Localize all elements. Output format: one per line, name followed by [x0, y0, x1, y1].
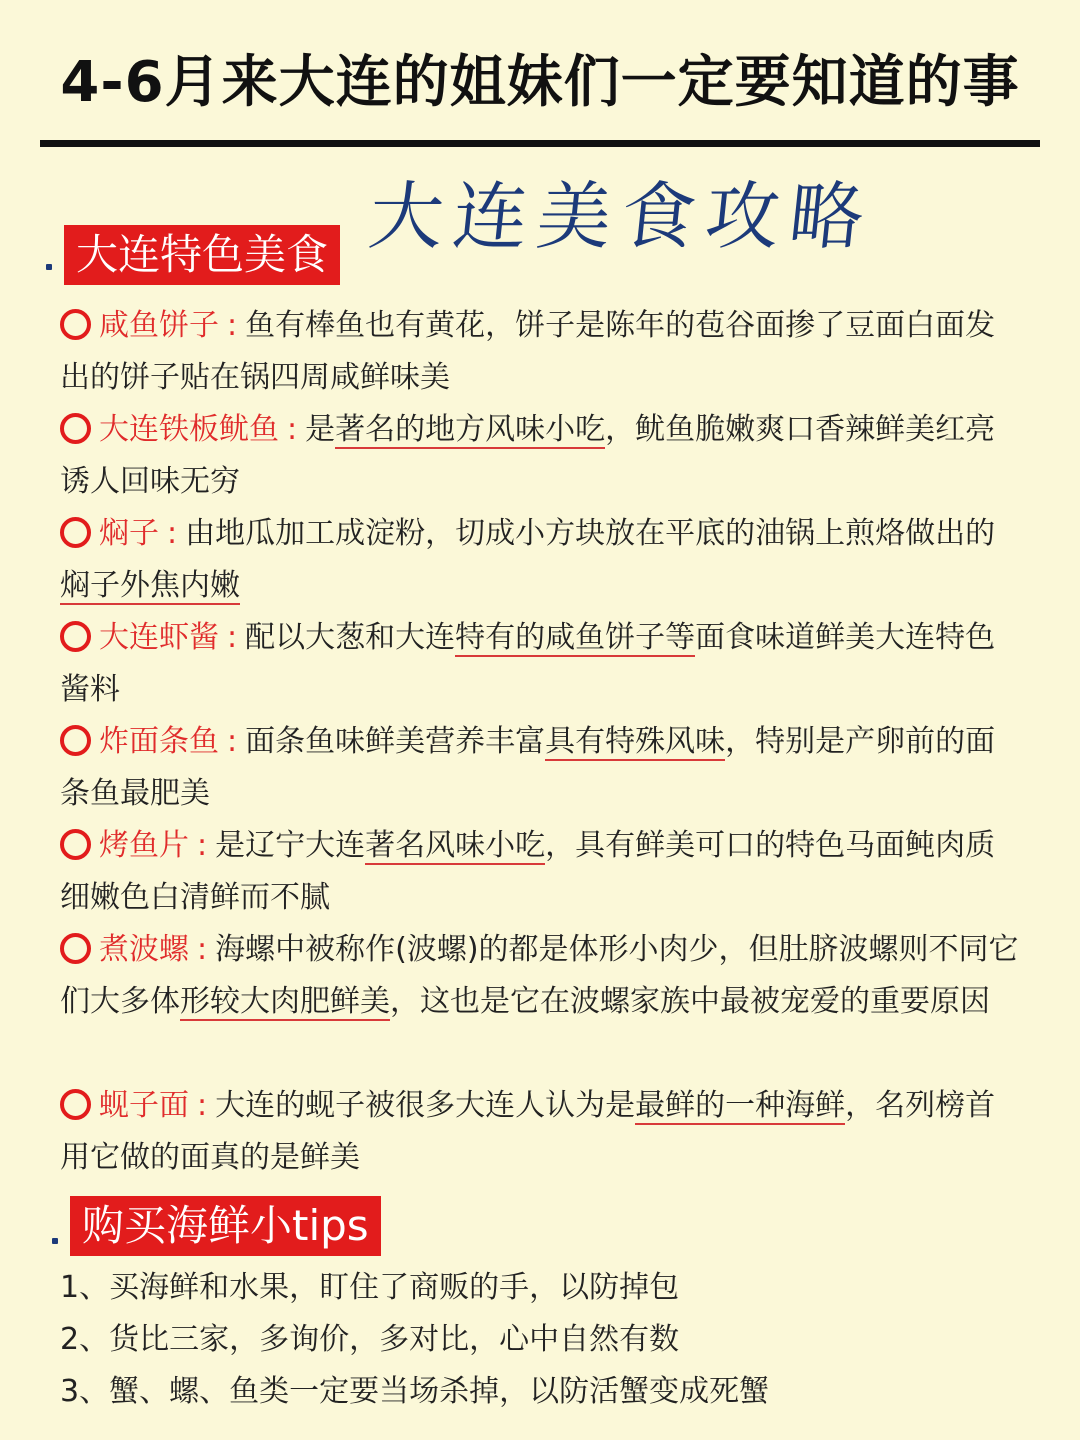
food-item: [60, 716, 1020, 820]
food-desc-highlight: 著名的地方风味小吃: [335, 412, 606, 447]
section-bullet-food: [46, 264, 52, 270]
food-item: [60, 404, 1020, 508]
food-name: 烤鱼片: [99, 828, 189, 863]
food-desc-rest: ，名列榜首用它做的面真的是鲜美: [60, 1088, 996, 1175]
food-desc-highlight: 具有特殊风味: [545, 724, 726, 759]
food-desc-rest: ，特别是产卵前的面条鱼最肥美: [60, 724, 996, 811]
food-desc: 配以大葱和大连: [245, 620, 456, 655]
circle-icon: [60, 1089, 91, 1120]
section-label-tips: 购买海鲜小tips: [70, 1196, 381, 1256]
page-title: 4-6月来大连的姐妹们一定要知道的事: [60, 50, 1020, 115]
food-name: 煮波螺: [99, 932, 189, 967]
food-desc: 大连的蚬子被很多大连人认为是: [215, 1088, 636, 1123]
tip-item: 1、买海鲜和水果，盯住了商贩的手，以防掉包: [60, 1270, 680, 1305]
colon-separator: :: [227, 308, 238, 343]
food-desc-rest: ，具有鲜美可口的特色马面鲀肉质细嫩色白清鲜而不腻: [60, 828, 996, 915]
food-desc-rest: ，这也是它在波螺家族中最被宠爱的重要原因: [390, 984, 990, 1019]
circle-icon: [60, 829, 91, 860]
circle-icon: [60, 725, 91, 756]
food-desc: 鱼有棒鱼也有黄花，饼子是陈年的苞谷面掺了豆面白面发出的饼子贴在锅四周咸鲜味美: [60, 308, 996, 395]
colon-separator: :: [287, 412, 298, 447]
page-subtitle: 大连美食攻略: [364, 174, 878, 260]
colon-separator: :: [227, 620, 238, 655]
circle-icon: [60, 517, 91, 548]
food-name: 大连虾酱: [99, 620, 219, 655]
food-name: 焖子: [99, 516, 159, 551]
food-item: [60, 924, 1020, 1028]
food-item: [60, 300, 1020, 404]
section-label-food: 大连特色美食: [64, 225, 340, 285]
food-name: 大连铁板鱿鱼: [99, 412, 279, 447]
food-name: 炸面条鱼: [99, 724, 219, 759]
food-desc-highlight: 著名风味小吃: [365, 828, 546, 863]
food-desc-rest: 面食味道鲜美大连特色酱料: [60, 620, 996, 707]
food-desc-highlight: 焖子外焦内嫩: [60, 568, 240, 603]
food-desc-highlight: 最鲜的一种海鲜: [635, 1088, 846, 1123]
food-name: 蚬子面: [99, 1088, 189, 1123]
tip-item: 3、蟹、螺、鱼类一定要当场杀掉，以防活蟹变成死蟹: [60, 1374, 770, 1409]
food-desc-highlight: 特有的咸鱼饼子等: [455, 620, 696, 655]
food-desc: 海螺中被称作(波螺)的都是体形小肉少，但肚脐波螺则不同它们大多体: [60, 932, 1019, 1019]
food-desc: 是辽宁大连: [215, 828, 366, 863]
food-desc-highlight: 形较大肉肥鲜美: [180, 984, 390, 1019]
food-desc: 由地瓜加工成淀粉，切成小方块放在平底的油锅上煎烙做出的: [185, 516, 996, 551]
food-item: [60, 820, 1020, 924]
colon-separator: :: [227, 724, 238, 759]
food-name: 咸鱼饼子: [99, 308, 219, 343]
colon-separator: :: [197, 932, 208, 967]
section-bullet-tips: [52, 1238, 58, 1244]
food-item: [60, 612, 1020, 716]
food-desc: 是: [305, 412, 336, 447]
food-desc-rest: ，鱿鱼脆嫩爽口香辣鲜美红亮诱人回味无穷: [60, 412, 996, 499]
food-item: [60, 508, 1020, 612]
tip-item: 2、货比三家，多询价，多对比，心中自然有数: [60, 1322, 680, 1357]
circle-icon: [60, 309, 91, 340]
title-divider: [40, 140, 1040, 147]
colon-separator: :: [197, 828, 208, 863]
circle-icon: [60, 413, 91, 444]
food-item: [60, 1080, 1020, 1184]
food-desc: 面条鱼味鲜美营养丰富: [245, 724, 546, 759]
circle-icon: [60, 933, 91, 964]
colon-separator: :: [167, 516, 178, 551]
colon-separator: :: [197, 1088, 208, 1123]
circle-icon: [60, 621, 91, 652]
